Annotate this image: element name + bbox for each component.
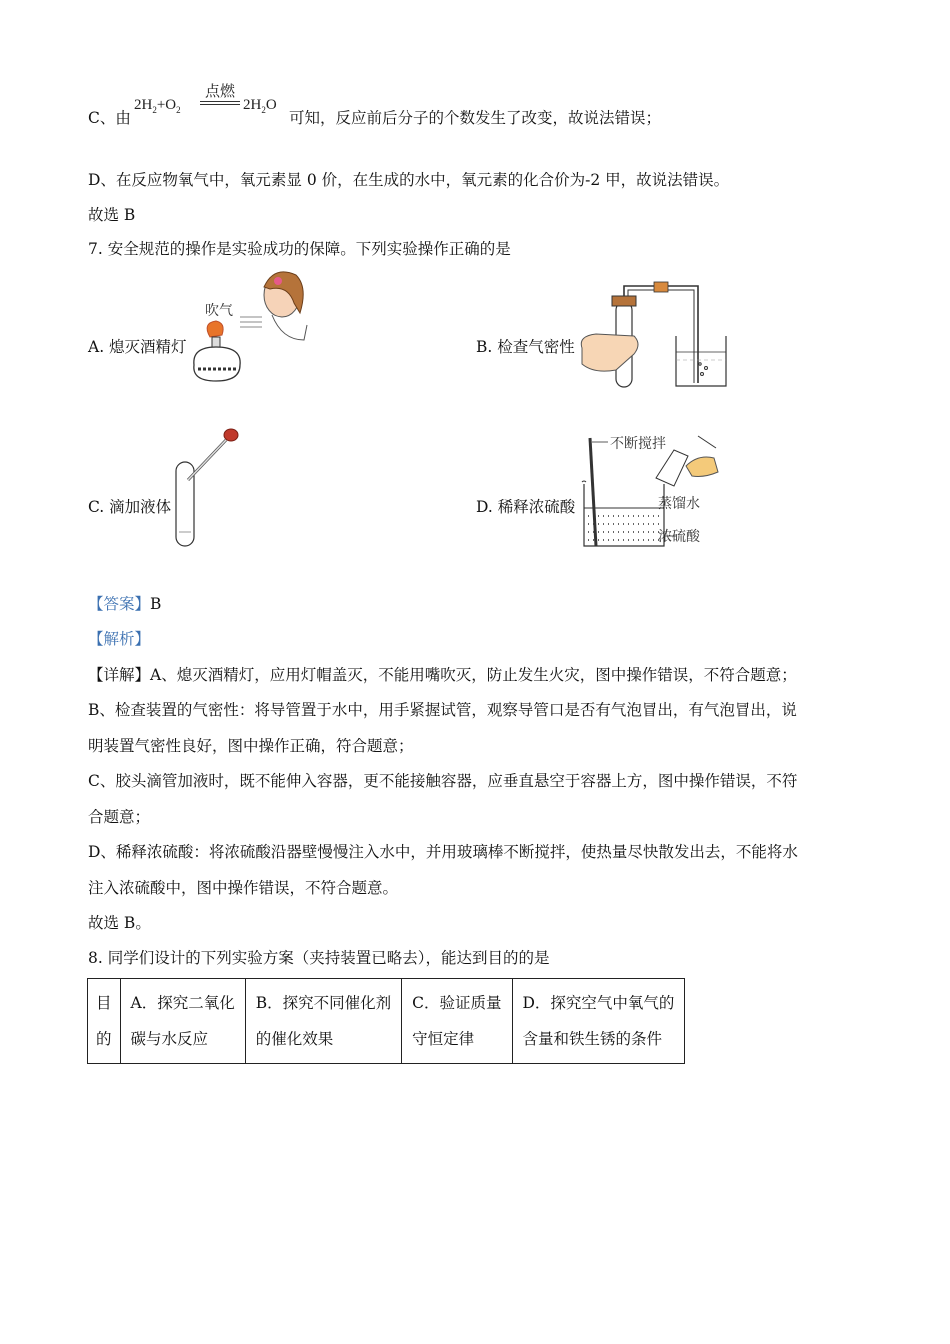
detail-b-line2: 明装置气密性良好，图中操作正确，符合题意； [88, 737, 414, 755]
table-cell-d: D．探究空气中氧气的 含量和铁生锈的条件 [512, 979, 685, 1064]
option-c-suffix: 可知，反应前后分子的个数发生了改变，故说法错误； [289, 109, 662, 127]
airtightness-figure [576, 278, 736, 393]
dilution-figure [578, 428, 738, 556]
detail-line-a [88, 663, 797, 685]
option-a-label: A. 熄灭酒精灯 [88, 338, 187, 356]
table-row [88, 979, 685, 1064]
choose-line: 故选 B [88, 206, 136, 224]
answer-tag: 【答案】 [88, 595, 151, 613]
answer-line [88, 592, 161, 614]
option-d-line: D、在反应物氧气中，氧元素显 0 价，在生成的水中，氧元素的化合价为-2 甲，故说法错误。 [88, 171, 730, 189]
flame-icon [207, 321, 223, 337]
pouring-hand-icon [686, 457, 718, 477]
reaction-condition: 点燃 [204, 82, 235, 100]
experiment-table [87, 978, 685, 1064]
detail-tag: 【详解】 [88, 666, 151, 684]
detail-d-line2: 注入浓硫酸中，图中操作错误，不符合题意。 [88, 879, 399, 897]
detail-c-line2: 合题意； [88, 808, 151, 826]
table-header-cell: 目 的 [88, 979, 121, 1064]
dropper-figure [168, 424, 248, 554]
bulb-icon [224, 429, 238, 441]
detail-b-line1: B、检查装置的气密性：将导管置于水中，用手紧握试管，观察导管口是否有气泡冒出，有气泡冒出，说 [88, 701, 797, 719]
detail-a: A、熄灭酒精灯，应用灯帽盖灭，不能用嘴吹灭，防止发生火灾，图中操作错误，不符合题意； [150, 666, 797, 684]
stir-label: 不断搅拌 [610, 436, 666, 452]
alcohol-lamp-figure [182, 265, 312, 390]
option-c-line [88, 106, 131, 128]
bottle-icon [656, 450, 688, 486]
chemical-equation: $2H_2+O_2$ [134, 97, 181, 115]
option-c-prefix: C、由 [88, 109, 131, 127]
table-cell-a: A．探究二氧化 碳与水反应 [120, 979, 245, 1064]
table-cell-b: B．探究不同催化剂 的催化效果 [245, 979, 401, 1064]
option-b-label: B. 检查气密性 [476, 338, 575, 356]
blow-label: 吹气 [205, 303, 233, 319]
acid-label: 浓硫酸 [658, 529, 700, 545]
equation-product: $2H_2O$ [243, 97, 277, 115]
question-7: 7. 安全规范的操作是实验成功的保障。下列实验操作正确的是 [88, 240, 511, 258]
analysis-tag: 【解析】 [88, 630, 151, 648]
detail-c-line1: C、胶头滴管加液时，既不能伸入容器，更不能接触容器，应垂直悬空于容器上方，图中操作错误，不符 [88, 772, 798, 790]
choose-line-2: 故选 B。 [88, 914, 151, 932]
equation-bar-top [200, 101, 240, 102]
question-8: 8. 同学们设计的下列实验方案（夹持装置已略去），能达到目的的是 [88, 949, 550, 967]
detail-d-line1: D、稀释浓硫酸：将浓硫酸沿器壁慢慢注入水中，并用玻璃棒不断搅拌，使热量尽快散发出去，不能将水 [88, 843, 798, 861]
option-c-label: C. 滴加液体 [88, 498, 172, 516]
water-label: 蒸馏水 [658, 496, 700, 512]
table-cell-c: C．验证质量 守恒定律 [402, 979, 512, 1064]
equation-bar-bottom [200, 104, 240, 105]
answer-value: B [150, 595, 162, 613]
option-d-label: D. 稀释浓硫酸 [476, 498, 576, 516]
